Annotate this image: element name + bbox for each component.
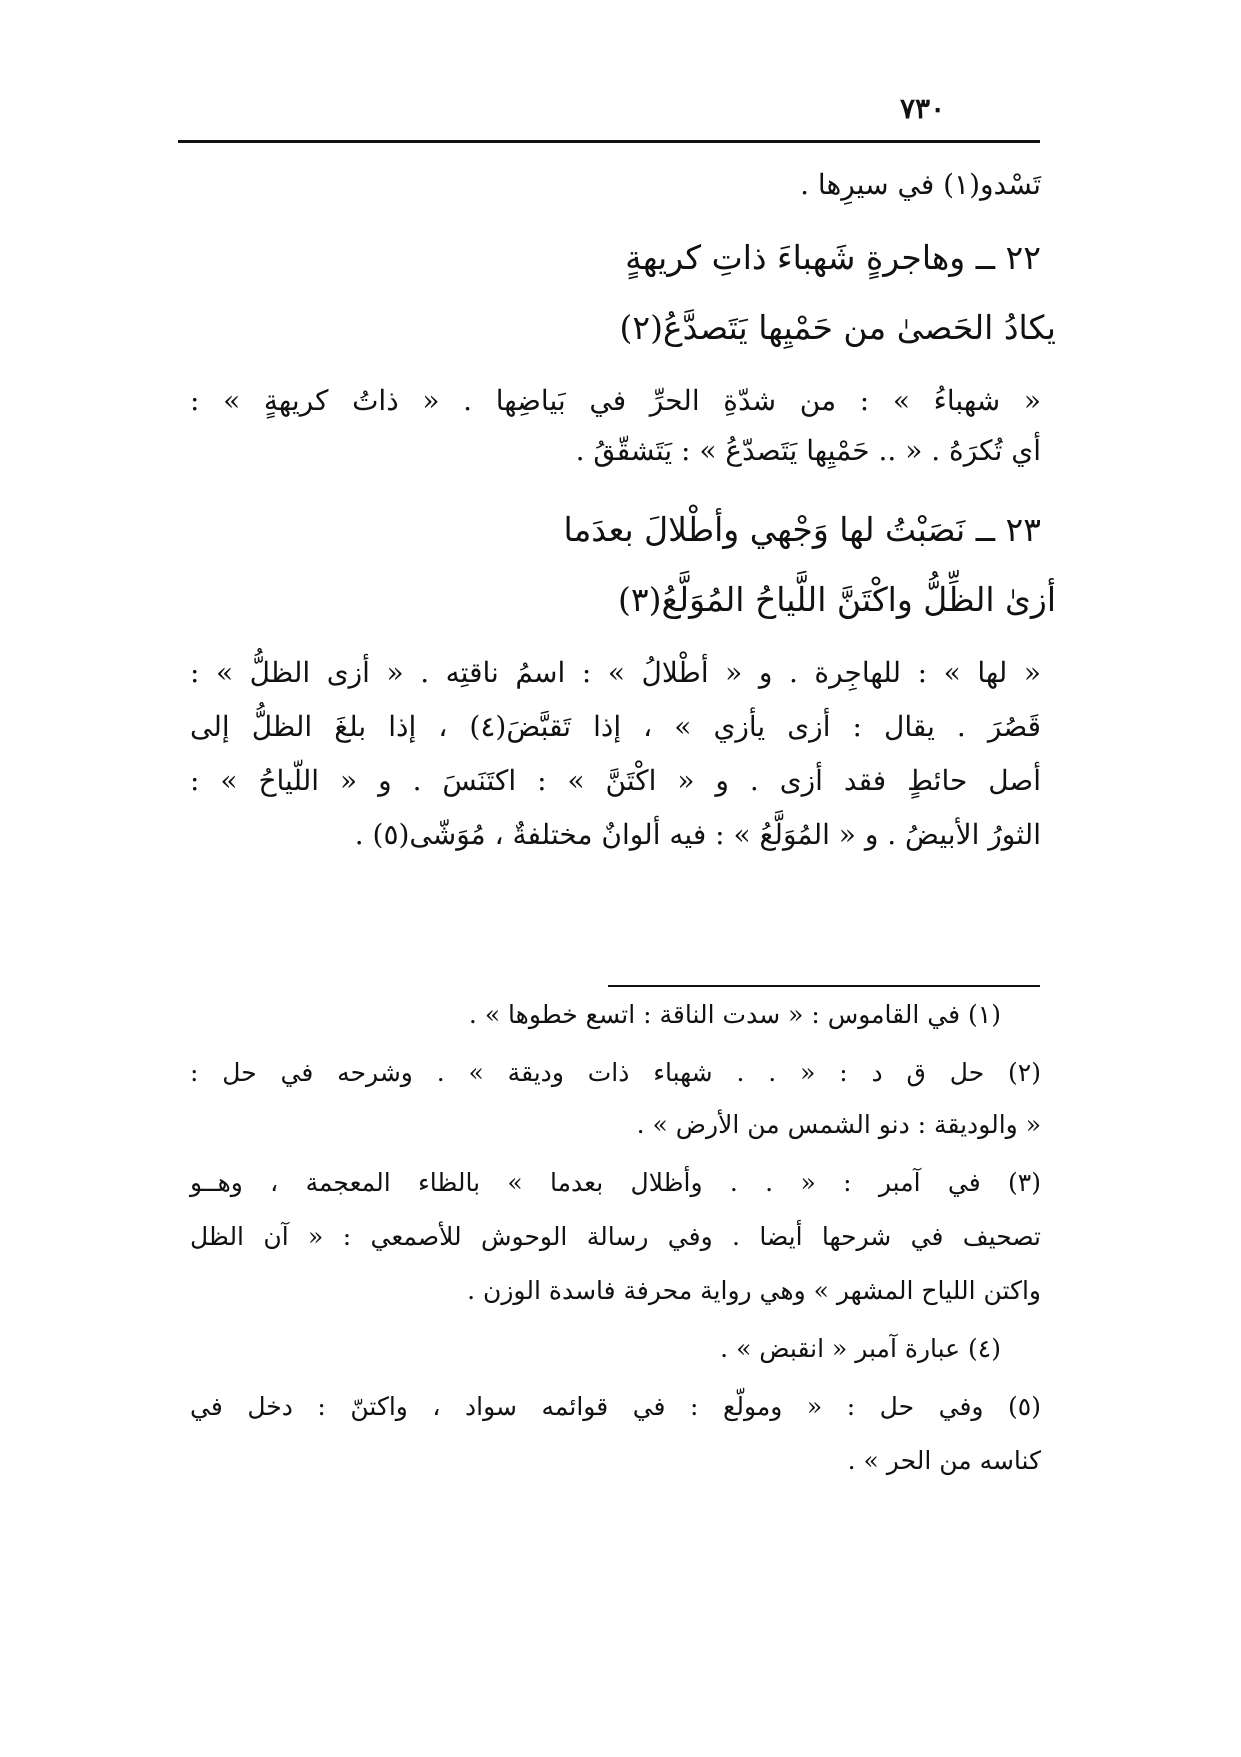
- verse-line: يكادُ الحَصىٰ من حَمْيِها يَتَصدَّعُ(٢): [619, 308, 1056, 347]
- footnote-line: (٢) حل ق د : « . . شهباء ذات وديقة » . وشرحه في حل :: [190, 1058, 1041, 1087]
- page-number: ٧٣٠: [900, 92, 946, 125]
- commentary-line: الثورُ الأبيضُ . و « المُوَلَّعُ » : فيه ألوانٌ مختلفةٌ ، مُوَشّى(٥) .: [354, 818, 1041, 851]
- footnote-line: كناسه من الحر » .: [847, 1446, 1041, 1475]
- commentary-line: قَصُرَ . يقال : أزى يأزي » ، إذا تَقبَّضَ(٤) ، إذا بلغَ الظلُّ إلى: [190, 710, 1041, 743]
- commentary-line: أصل حائطٍ فقد أزى . و « اكْتَنَّ » : اكتَنَسَ . و « اللّياحُ » :: [190, 764, 1041, 797]
- footnote-line: (٥) وفي حل : « ومولّع : في قوائمه سواد ، واكتنّ : دخل في: [190, 1392, 1041, 1421]
- commentary-line: « شهباءُ » : من شدّةِ الحرِّ في بَياضِها . « ذاتُ كريهةٍ » :: [190, 384, 1041, 417]
- commentary-line: أي تُكرَهُ . « .. حَمْيِها يَتَصدّعُ » : يَتَشقّقُ .: [575, 434, 1041, 467]
- footnote-line: واكتن اللياح المشهر » وهي رواية محرفة فاسدة الوزن .: [467, 1276, 1041, 1305]
- footnote-line: (٤) عبارة آمبر « انقبض » .: [720, 1334, 1001, 1363]
- footnote-line: (٣) في آمبر : « . . وأظلال بعدما » بالظاء المعجمة ، وهــو: [190, 1168, 1041, 1197]
- commentary-line: « لها » : للهاجِرة . و « أطْلالُ » : اسمُ ناقتِه . « أزى الظلُّ » :: [190, 656, 1041, 689]
- verse-line: أزىٰ الظِّلُّ واكْتَنَّ اللَّياحُ المُوَلَّعُ(٣): [618, 580, 1056, 619]
- verse-line: ٢٣ ــ نَصَبْتُ لها وَجْهي وأطْلالَ بعدَما: [563, 510, 1041, 549]
- footnote-line: تصحيف في شرحها أيضا . وفي رسالة الوحوش للأصمعي : « آن الظل: [190, 1222, 1041, 1251]
- header-rule: [178, 140, 1040, 143]
- verse-line: ٢٢ ــ وهاجرةٍ شَهباءَ ذاتِ كريهةٍ: [625, 238, 1041, 277]
- footnote-rule: [608, 985, 1040, 987]
- text-line: تَسْدو(١) في سيرِها .: [800, 168, 1041, 201]
- footnote-line: (١) في القاموس : « سدت الناقة : اتسع خطوها » .: [468, 1000, 1001, 1029]
- footnote-line: « والوديقة : دنو الشمس من الأرض » .: [636, 1110, 1041, 1139]
